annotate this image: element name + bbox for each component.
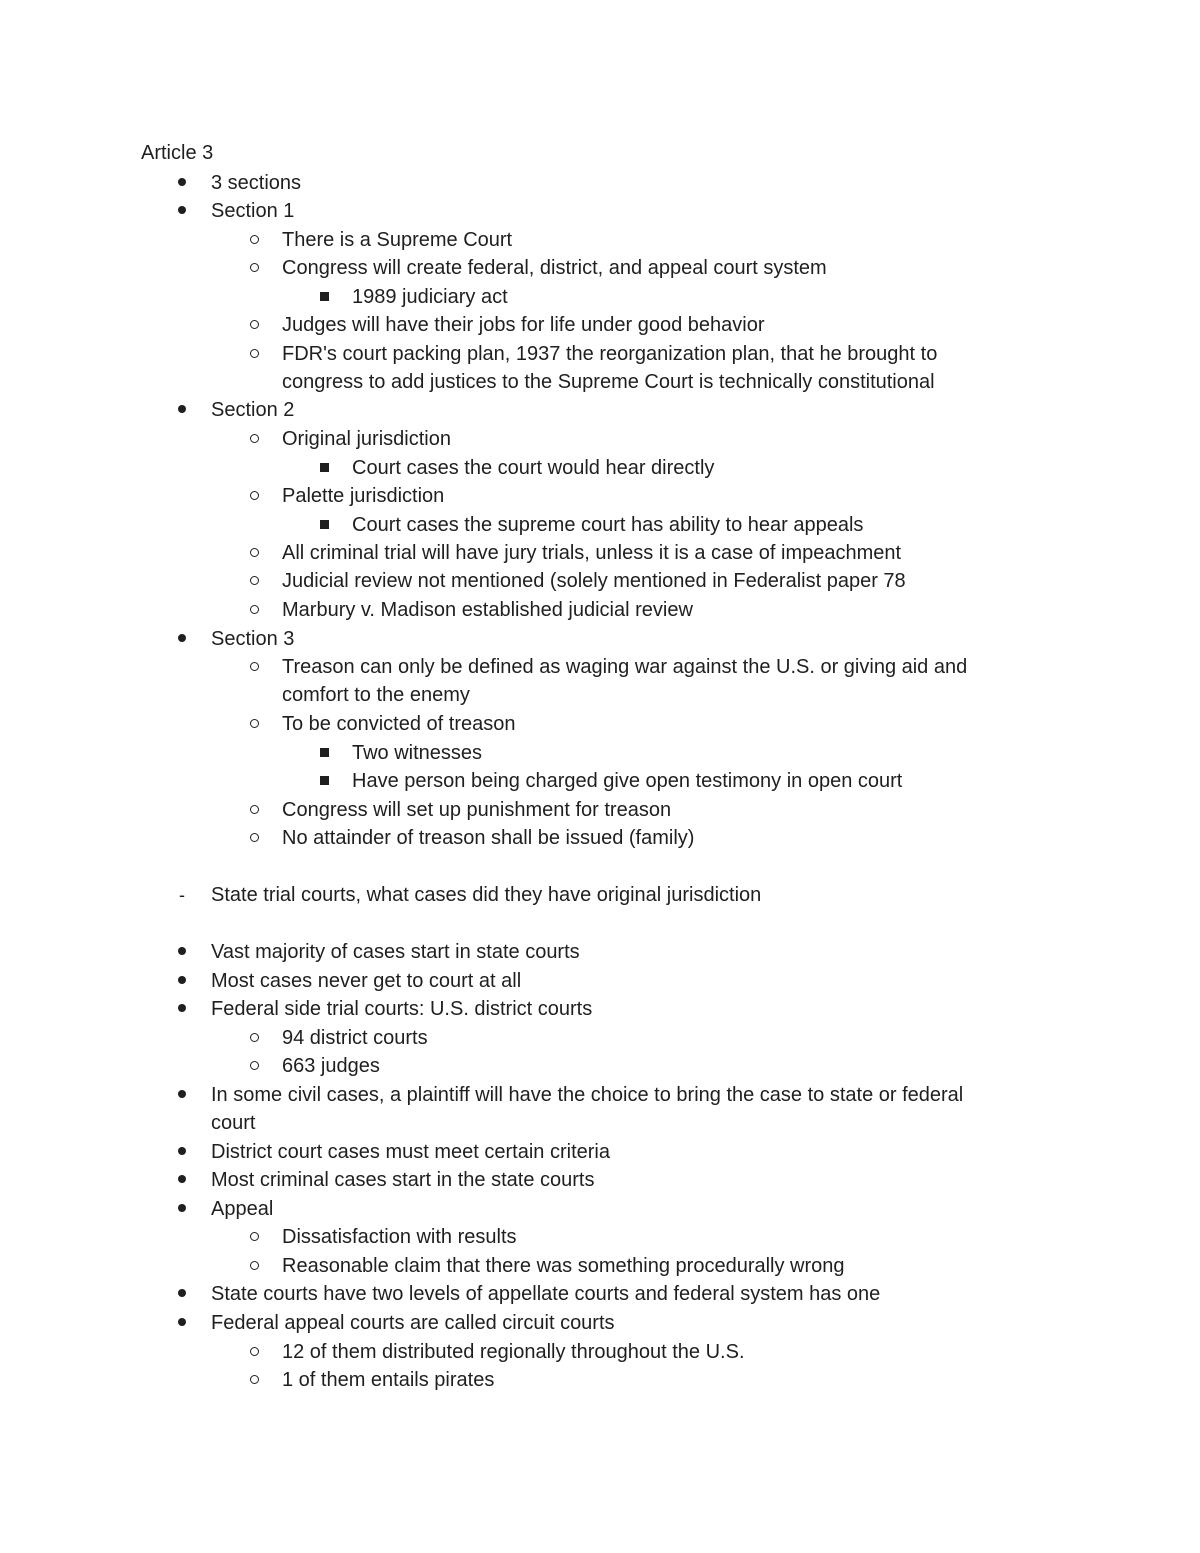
list-item-text: In some civil cases, a plaintiff will have the choice to bring the case to state or federal: [211, 1084, 964, 1106]
list-item-text: Most cases never get to court at all: [211, 970, 522, 992]
list-item-text: Treason can only be defined as waging war against the U.S. or giving aid and: [282, 656, 968, 678]
bullet-dot-icon: [172, 1195, 192, 1224]
list-item-text: Federal appeal courts are called circuit courts: [211, 1312, 615, 1334]
bullet-dot-icon: [172, 1081, 192, 1110]
list-item-text: Appeal: [211, 1198, 274, 1220]
bullet-circle-icon: [244, 1338, 264, 1367]
bullet-dot-icon: [172, 169, 192, 198]
list-item-text: District court cases must meet certain criteria: [211, 1141, 610, 1163]
bullet-circle-icon: [244, 796, 264, 825]
bullet-dot-icon: [172, 396, 192, 425]
list-item-text: Federal side trial courts: U.S. district courts: [211, 998, 593, 1020]
bullet-square-icon: [314, 767, 334, 796]
bullet-circle-icon: [244, 1366, 264, 1395]
bullet-circle-icon: [244, 596, 264, 625]
bullet-circle-icon: [244, 1052, 264, 1081]
list-item-text: 663 judges: [282, 1055, 380, 1077]
bullet-circle-icon: [244, 824, 264, 853]
bullet-circle-icon: [244, 340, 264, 369]
bullet-dot-icon: [172, 197, 192, 226]
list-item-text: Judges will have their jobs for life under good behavior: [282, 314, 765, 336]
bullet-square-icon: [314, 283, 334, 312]
bullet-circle-icon: [244, 425, 264, 454]
list-item-text: Most criminal cases start in the state courts: [211, 1169, 595, 1191]
bullet-circle-icon: [244, 311, 264, 340]
list-item-text: Vast majority of cases start in state courts: [211, 941, 580, 963]
bullet-circle-icon: [244, 226, 264, 255]
list-item-text: Reasonable claim that there was something procedurally wrong: [282, 1255, 845, 1277]
bullet-dot-icon: [172, 1166, 192, 1195]
list-item-text: Section 2: [211, 399, 295, 421]
list-item-text: Congress will set up punishment for treason: [282, 799, 672, 821]
list-item-text: 1989 judiciary act: [352, 286, 508, 308]
list-item-text: Congress will create federal, district, and appeal court system: [282, 257, 827, 279]
list-item-text: Section 3: [211, 628, 295, 650]
list-item-text: Original jurisdiction: [282, 428, 451, 450]
bullet-dot-icon: [172, 995, 192, 1024]
list-item-text: Judicial review not mentioned (solely mentioned in Federalist paper 78: [282, 570, 906, 592]
bullet-dot-icon: [172, 1138, 192, 1167]
bullet-circle-icon: [244, 482, 264, 511]
list-item-text: State trial courts, what cases did they have original jurisdiction: [211, 884, 762, 906]
list-item-text: 94 district courts: [282, 1027, 428, 1049]
bullet-circle-icon: [244, 1252, 264, 1281]
bullet-circle-icon: [244, 1223, 264, 1252]
list-item-text: Have person being charged give open testimony in open court: [352, 770, 903, 792]
list-item-text: All criminal trial will have jury trials, unless it is a case of impeachment: [282, 542, 902, 564]
list-item-text: court: [211, 1112, 256, 1134]
list-item-text: 1 of them entails pirates: [282, 1369, 495, 1391]
list-item-text: State courts have two levels of appellate courts and federal system has one: [211, 1283, 881, 1305]
bullet-dot-icon: [172, 625, 192, 654]
list-item-text: congress to add justices to the Supreme Court is technically constitutional: [282, 371, 935, 393]
list-item-text: Section 1: [211, 200, 295, 222]
list-item-text: 3 sections: [211, 172, 302, 194]
bullet-circle-icon: [244, 539, 264, 568]
bullet-circle-icon: [244, 254, 264, 283]
list-item-text: Court cases the supreme court has ability to hear appeals: [352, 514, 864, 536]
bullet-dash-icon: -: [179, 885, 185, 905]
bullet-circle-icon: [244, 710, 264, 739]
list-item-text: FDR's court packing plan, 1937 the reorganization plan, that he brought to: [282, 343, 938, 365]
bullet-dot-icon: [172, 967, 192, 996]
list-item-text: Court cases the court would hear directly: [352, 457, 715, 479]
bullet-square-icon: [314, 739, 334, 768]
list-item-text: 12 of them distributed regionally throughout the U.S.: [282, 1341, 745, 1363]
bullet-circle-icon: [244, 1024, 264, 1053]
list-item-text: No attainder of treason shall be issued (family): [282, 827, 695, 849]
document-title: Article 3: [141, 142, 214, 164]
bullet-circle-icon: [244, 567, 264, 596]
bullet-dot-icon: [172, 1309, 192, 1338]
list-item-text: There is a Supreme Court: [282, 229, 513, 251]
bullet-square-icon: [314, 511, 334, 540]
bullet-circle-icon: [244, 653, 264, 682]
bullet-square-icon: [314, 454, 334, 483]
list-item-text: Palette jurisdiction: [282, 485, 445, 507]
list-item-text: To be convicted of treason: [282, 713, 516, 735]
list-item-text: Dissatisfaction with results: [282, 1226, 517, 1248]
bullet-dot-icon: [172, 938, 192, 967]
list-item-text: comfort to the enemy: [282, 684, 470, 706]
list-item-text: Marbury v. Madison established judicial review: [282, 599, 693, 621]
bullet-dot-icon: [172, 1280, 192, 1309]
list-item-text: Two witnesses: [352, 742, 483, 764]
